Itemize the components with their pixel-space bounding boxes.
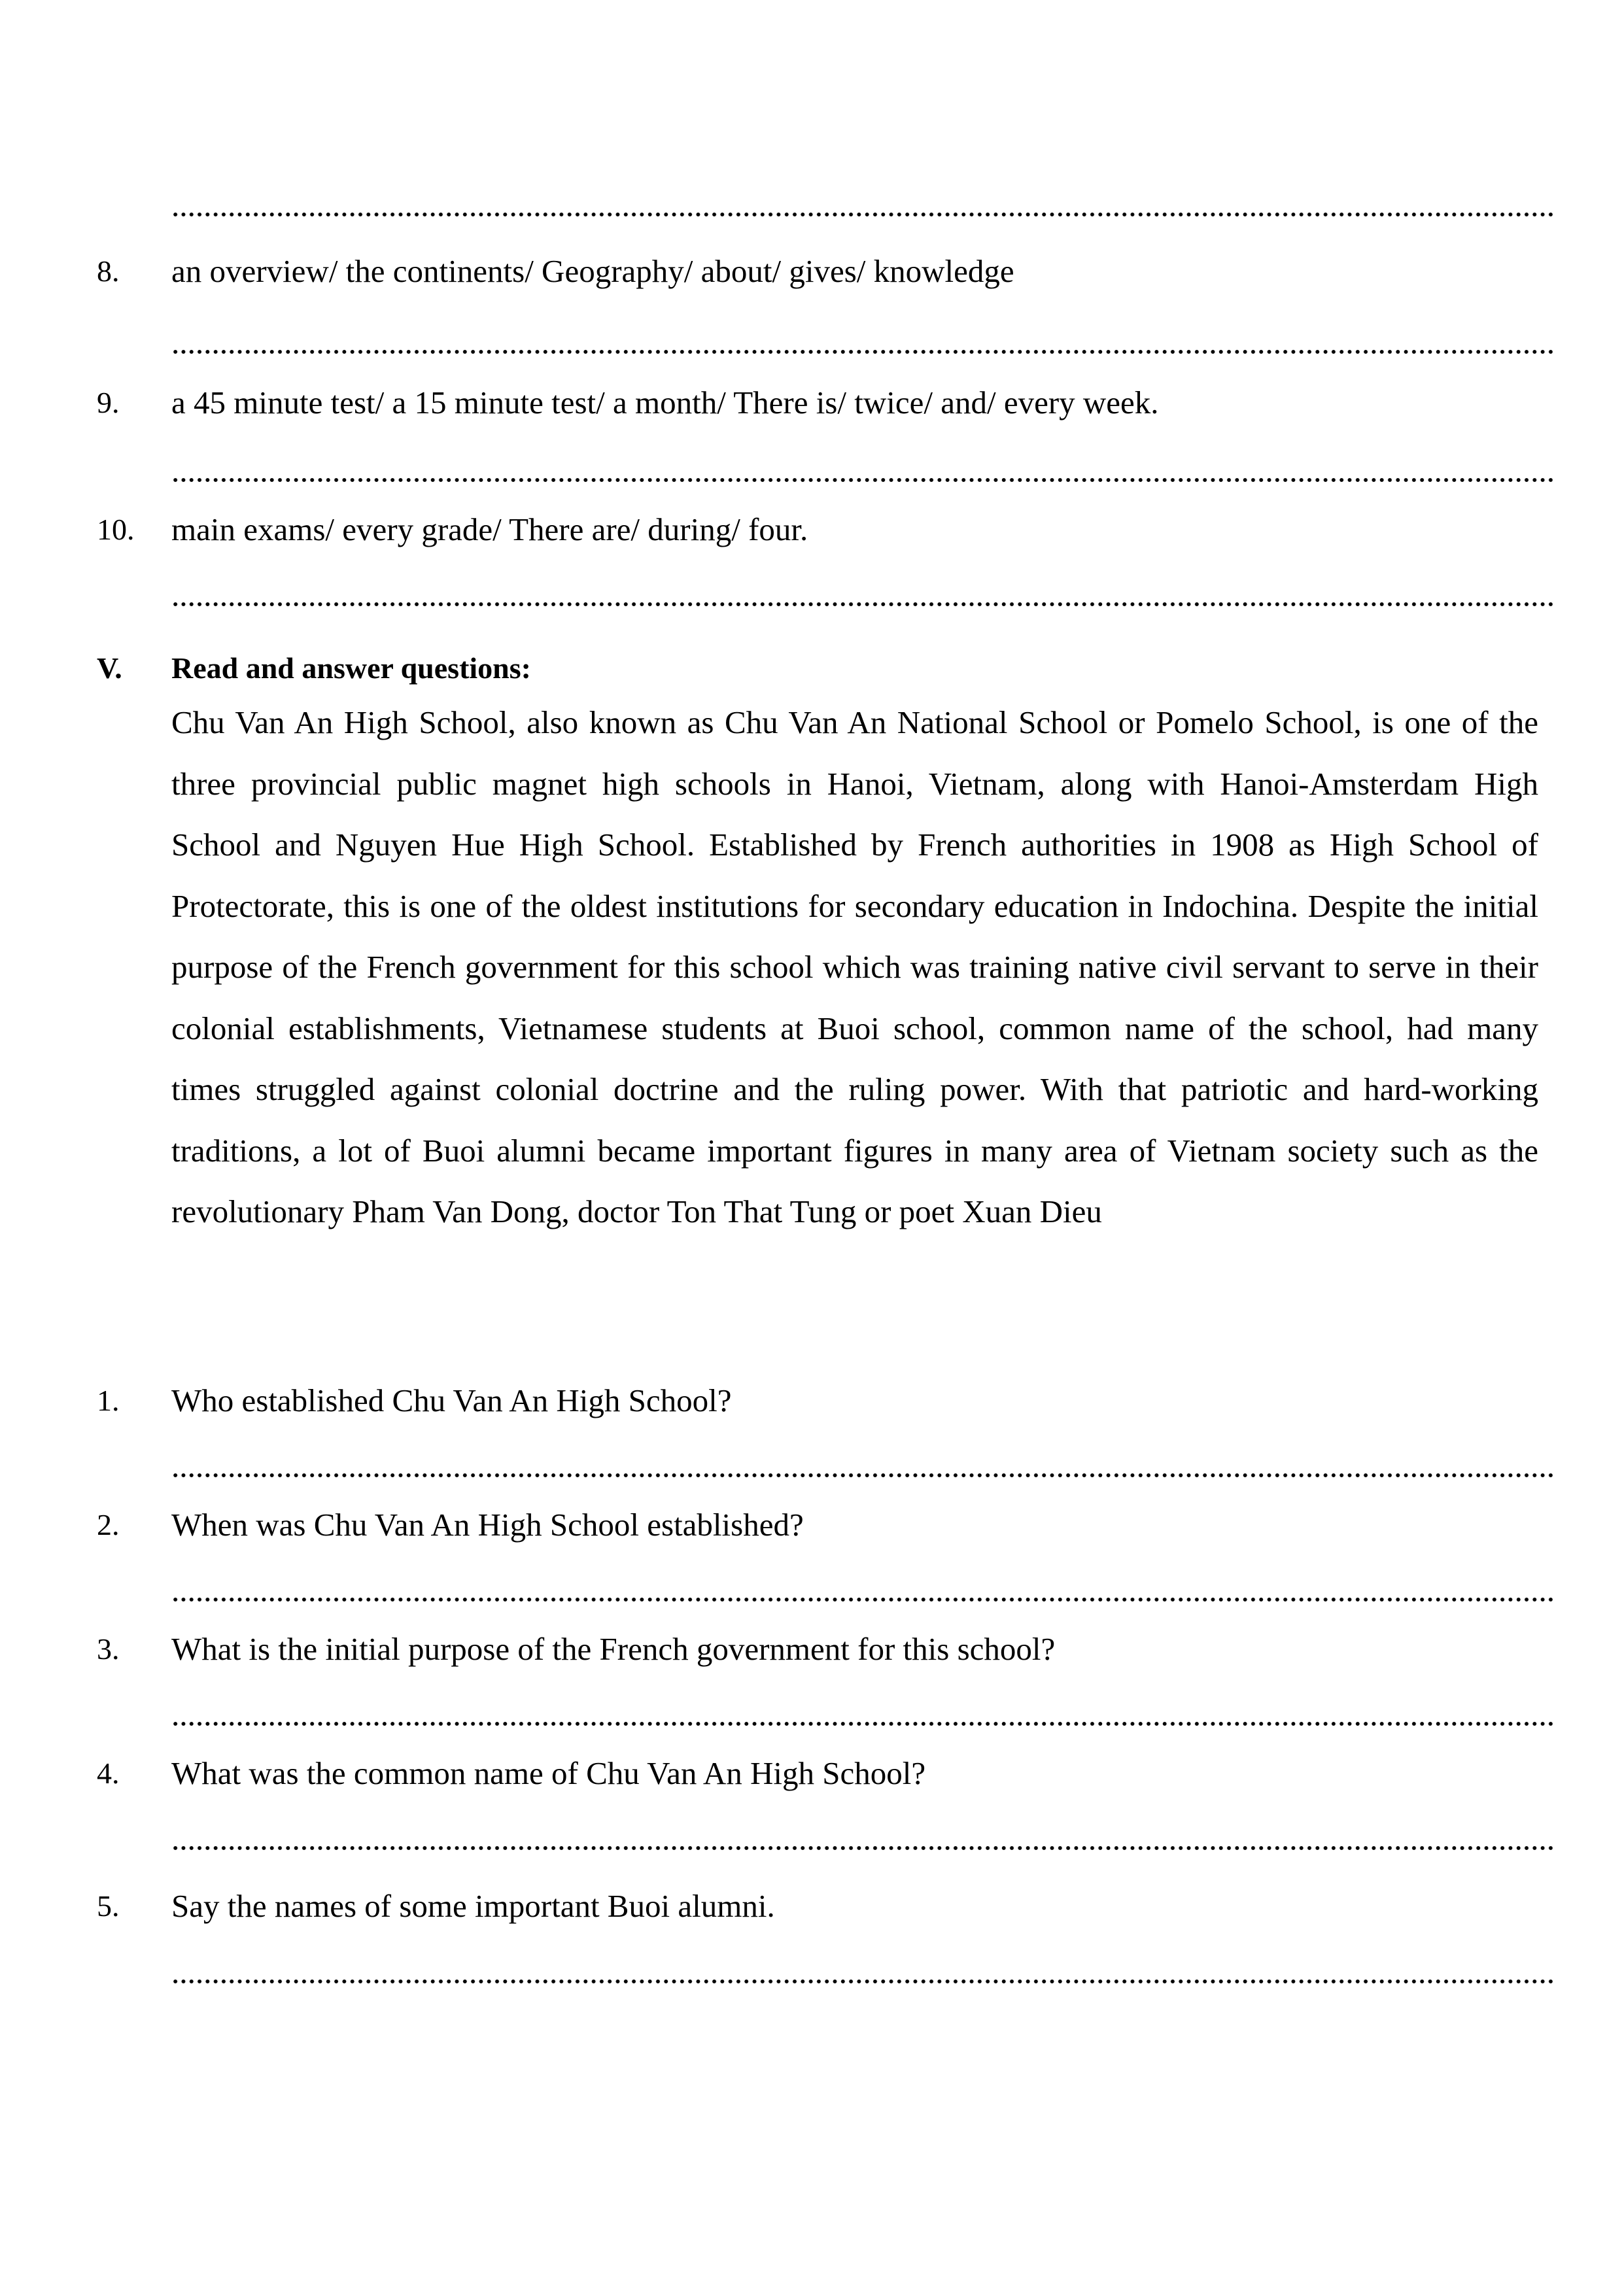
item-number: 10. <box>97 513 135 546</box>
item-number: 8. <box>97 254 120 288</box>
question-text: When was Chu Van An High School established? <box>171 1507 804 1543</box>
item-prompt: a 45 minute test/ a 15 minute test/ a month/ There is/ twice/ and/ every week. <box>171 385 1159 420</box>
question-text: Who established Chu Van An High School? <box>171 1382 732 1418</box>
question-text: What was the common name of Chu Van An High School? <box>171 1755 926 1791</box>
answer-line[interactable] <box>171 1596 1555 1603</box>
answer-line[interactable] <box>171 600 1555 608</box>
question-text: What is the initial purpose of the French government for this school? <box>171 1631 1056 1667</box>
answer-line[interactable] <box>171 211 1555 218</box>
answer-line[interactable] <box>171 1844 1555 1852</box>
item-prompt: main exams/ every grade/ There are/ during/ four. <box>171 511 808 547</box>
answer-line[interactable] <box>171 1720 1555 1728</box>
item-number: 9. <box>97 386 120 419</box>
question-number: 4. <box>97 1756 120 1790</box>
answer-line[interactable] <box>171 1978 1555 1985</box>
section-numeral: V. <box>97 651 122 685</box>
answer-line[interactable] <box>171 476 1555 484</box>
answer-line[interactable] <box>171 1471 1555 1479</box>
section-heading: Read and answer questions: <box>171 651 531 685</box>
question-number: 1. <box>97 1384 120 1417</box>
reading-passage: Chu Van An High School, also known as Chu Van An National School or Pomelo School, is one of the three provincial public magnet high schools in Hanoi, Vietnam, along with Hanoi-Amsterdam High School and Nguyen Hue High School. Established by French authorities in 1908 as High School of Protectorate, this is one of the oldest institutions for secondary education in Indochina. Despite the initial purpose of the French government for this school which was training native civil servant to serve in their colonial establishments, Vietnamese students at Buoi school, common name of the school, had many times struggled against colonial doctrine and the ruling power. With that patriotic and hard-working traditions, a lot of Buoi alumni became important figures in many area of Vietnam society such as the revolutionary Pham Van Dong, doctor Ton That Tung or poet Xuan Dieu <box>171 704 1538 1229</box>
question-text: Say the names of some important Buoi alumni. <box>171 1888 775 1924</box>
question-number: 2. <box>97 1508 120 1541</box>
question-number: 3. <box>97 1632 120 1666</box>
answer-line[interactable] <box>171 348 1555 356</box>
item-prompt: an overview/ the continents/ Geography/ about/ gives/ knowledge <box>171 253 1014 289</box>
question-number: 5. <box>97 1889 120 1923</box>
